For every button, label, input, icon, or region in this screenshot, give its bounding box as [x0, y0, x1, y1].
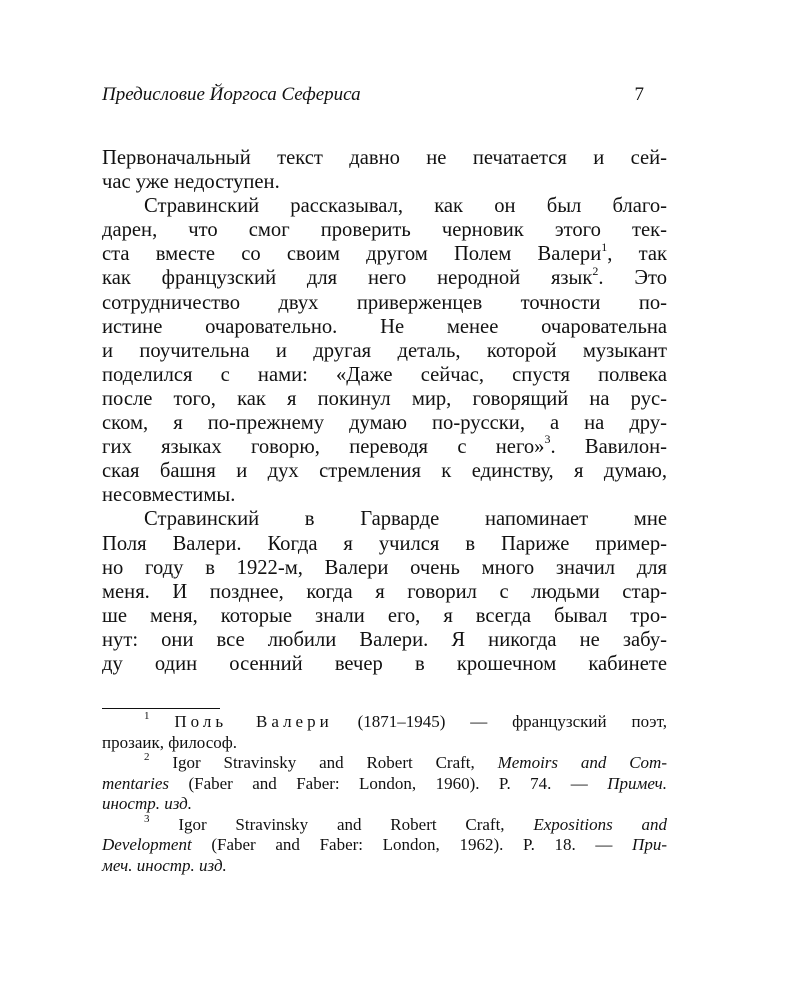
footnotes [102, 712, 667, 876]
footnote-ref: 1 [601, 239, 608, 254]
running-title: Предисловие Йоргоса Сефериса [102, 84, 361, 105]
text-line: сотрудничество двух приверженцев точности по- [102, 291, 667, 314]
text-line: и поучительна и другая деталь, которой музыкант [102, 339, 667, 362]
footnote-divider [102, 708, 220, 709]
footnote-name: Поль Валери [174, 712, 333, 731]
text-line: час уже недоступен. [102, 171, 280, 194]
footnote-ref: 2 [592, 263, 599, 278]
footnote-3: $^3$ Igor Stravinsky and Robert Craft, Expositions and Development (Faber and Faber: London, 1962). P. 18. — При- меч. иностр. изд. [102, 812, 668, 875]
main-text [102, 146, 667, 676]
text-line: как французский для него неродной язык$^2$. Это [102, 263, 667, 290]
footnote-2: $^2$ Igor Stravinsky and Robert Craft, Memoirs and Com- mentaries (Faber and Faber: London, 1960). P. 74. — Примеч. иностр. изд. [102, 751, 668, 813]
text-line: ском, я по-прежнему думаю по-русски, а на дру- [102, 412, 667, 435]
text-line: Стравинский в Гарварде напоминает мне [144, 508, 667, 531]
text-line: Стравинский рассказывал, как он был благо- [144, 195, 667, 218]
text-line: гих языках говорю, переводя с него»$^3$. Вавилон- [102, 432, 667, 459]
text-line: меня. И позднее, когда я говорил с людьми стар- [102, 580, 667, 603]
page-number: 7 [634, 84, 644, 105]
text-line: нут: они все любили Валери. Я никогда не забу- [102, 628, 667, 651]
text-line: после того, как я покинул мир, говорящий на рус- [102, 387, 667, 410]
text-line: поделился с нами: «Даже сейчас, спустя полвека [102, 363, 667, 386]
text-line: ше меня, которые знали его, я всегда бывал тро- [102, 604, 667, 627]
text-line: несовместимы. [102, 484, 236, 507]
text-line: но году в 1922-м, Валери очень много значил для [102, 556, 667, 579]
text-line: истине очаровательно. Не менее очаровательна [102, 315, 667, 338]
text-line: ская башня и дух стремления к единству, я думаю, [102, 460, 667, 483]
text-line: Первоначальный текст давно не печатается и сей- [102, 147, 667, 169]
text-line: ду один осенний вечер в крошечном кабинете [102, 652, 667, 675]
text-line: дарен, что смог проверить черновик этого тек- [102, 219, 667, 242]
text-line: Поля Валери. Когда я учился в Париже пример- [102, 532, 667, 555]
text-line: ста вместе со своим другом Полем Валери$^1$, так [102, 239, 667, 266]
footnote-ref: 3 [544, 432, 551, 447]
footnote-1: $^1$ Поль Валери (1871–1945) — французский поэт, прозаик, философ. [102, 710, 667, 752]
